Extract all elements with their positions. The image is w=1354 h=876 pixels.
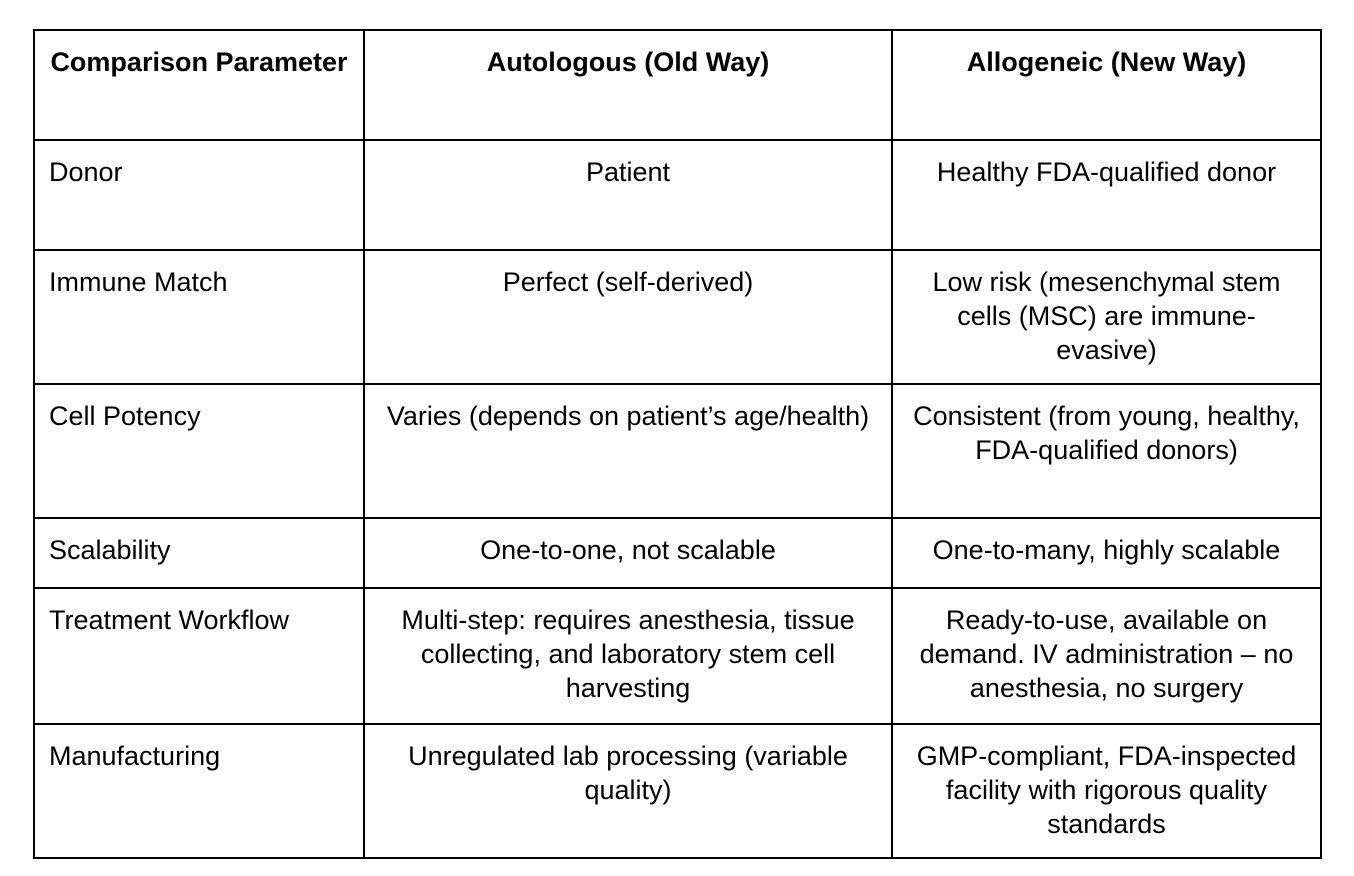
row-allogeneic: GMP-compliant, FDA-inspected facility with rigorous quality standards — [892, 724, 1321, 858]
row-parameter: Cell Potency — [34, 384, 364, 518]
row-allogeneic: One-to-many, highly scalable — [892, 518, 1321, 588]
row-allogeneic: Consistent (from young, healthy, FDA-qualified donors) — [892, 384, 1321, 518]
row-parameter: Manufacturing — [34, 724, 364, 858]
comparison-table — [33, 29, 1322, 859]
header-autologous: Autologous (Old Way) — [364, 30, 892, 140]
header-row — [34, 30, 1321, 140]
table-row — [34, 250, 1321, 384]
table-row — [34, 588, 1321, 724]
header-allogeneic: Allogeneic (New Way) — [892, 30, 1321, 140]
header-parameter: Comparison Parameter — [34, 30, 364, 140]
row-autologous: One-to-one, not scalable — [364, 518, 892, 588]
table-row — [34, 724, 1321, 858]
row-parameter: Treatment Workflow — [34, 588, 364, 724]
row-parameter: Immune Match — [34, 250, 364, 384]
table-row — [34, 518, 1321, 588]
row-parameter: Donor — [34, 140, 364, 250]
row-autologous: Varies (depends on patient’s age/health) — [364, 384, 892, 518]
row-allogeneic: Healthy FDA-qualified donor — [892, 140, 1321, 250]
table-row — [34, 384, 1321, 518]
row-allogeneic: Low risk (mesenchymal stem cells (MSC) are immune-evasive) — [892, 250, 1321, 384]
row-parameter: Scalability — [34, 518, 364, 588]
row-allogeneic: Ready-to-use, available on demand. IV administration – no anesthesia, no surgery — [892, 588, 1321, 724]
row-autologous: Perfect (self-derived) — [364, 250, 892, 384]
row-autologous: Multi-step: requires anesthesia, tissue collecting, and laboratory stem cell harvesting — [364, 588, 892, 724]
row-autologous: Patient — [364, 140, 892, 250]
row-autologous: Unregulated lab processing (variable quality) — [364, 724, 892, 858]
table-row — [34, 140, 1321, 250]
